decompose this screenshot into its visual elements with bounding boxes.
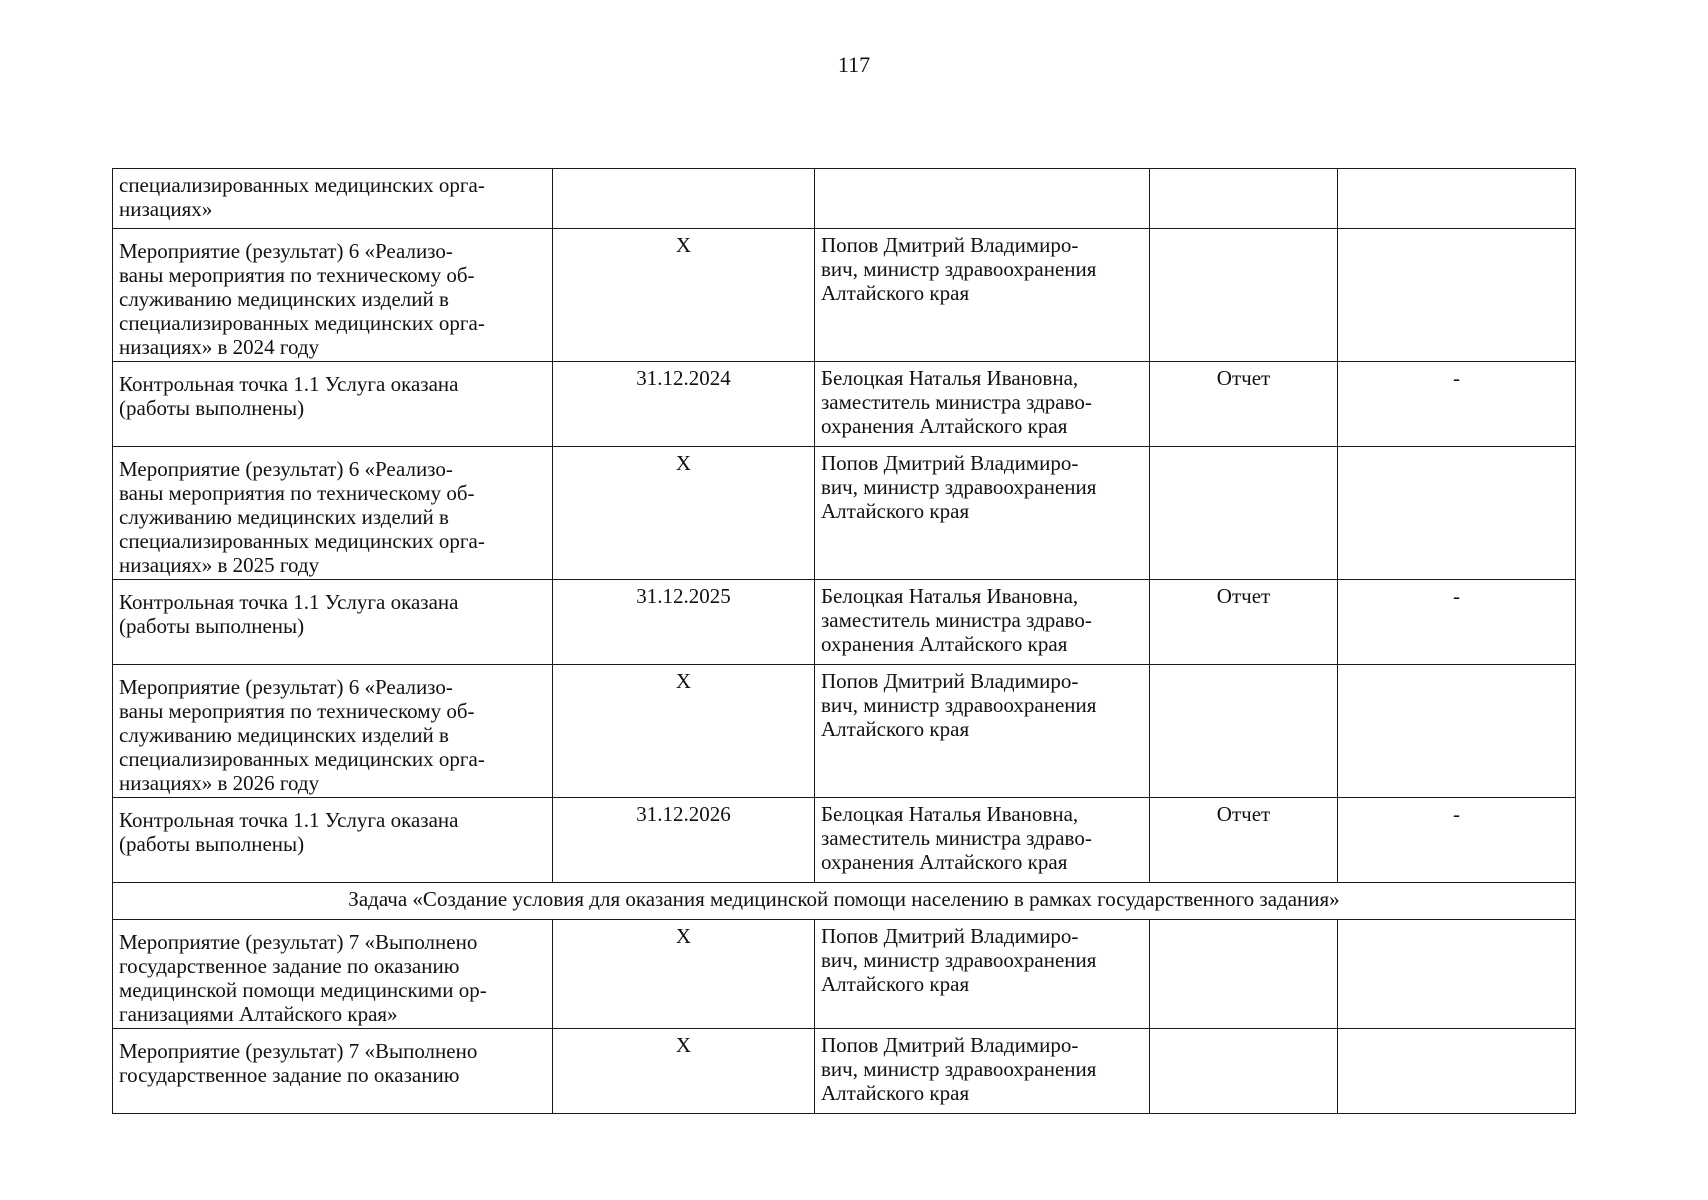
event-name-line: специализированных медицинских орга- [119, 529, 485, 553]
responsible-line: охранения Алтайского края [821, 850, 1068, 874]
cell-document: Отчет [1150, 798, 1338, 883]
event-name-line: государственное задание по оказанию [119, 1063, 460, 1087]
table-row [113, 798, 1576, 883]
event-name-line: государственное задание по оказанию [119, 954, 460, 978]
cell-date: Х [553, 447, 815, 580]
responsible-line: Попов Дмитрий Владимиро- [821, 1033, 1079, 1057]
responsible-line: заместитель министра здраво- [821, 390, 1092, 414]
event-name-line: низациях» [119, 197, 213, 221]
cell-document: Отчет [1150, 580, 1338, 665]
event-name-line: низациях» в 2026 году [119, 771, 320, 795]
responsible-line: заместитель министра здраво- [821, 826, 1092, 850]
cell-document: Отчет [1150, 362, 1338, 447]
cell-responsible [815, 580, 1150, 665]
responsible-line: охранения Алтайского края [821, 414, 1068, 438]
responsible-line: вич, министр здравоохранения [821, 1057, 1097, 1081]
cell-responsible [815, 665, 1150, 798]
cell-document [1150, 1029, 1338, 1114]
section-title: Задача «Создание условия для оказания медицинской помощи населению в рамках государственного задания» [113, 883, 1576, 920]
table-row [113, 1029, 1576, 1114]
cell-event-name [113, 169, 553, 229]
cell-document [1150, 447, 1338, 580]
plan-table [112, 168, 1576, 1114]
cell-document [1150, 169, 1338, 229]
table-row [113, 580, 1576, 665]
event-name-line: ганизациями Алтайского края» [119, 1002, 398, 1026]
event-name-line: Мероприятие (результат) 7 «Выполнено [119, 1039, 478, 1063]
event-name-line: (работы выполнены) [119, 396, 305, 420]
responsible-line: Попов Дмитрий Владимиро- [821, 451, 1079, 475]
responsible-line: Белоцкая Наталья Ивановна, [821, 802, 1079, 826]
plan-table-body [113, 169, 1576, 1114]
cell-info: - [1338, 798, 1576, 883]
cell-responsible [815, 229, 1150, 362]
cell-info [1338, 229, 1576, 362]
responsible-line: заместитель министра здраво- [821, 608, 1092, 632]
table-row [113, 362, 1576, 447]
cell-document [1150, 920, 1338, 1029]
cell-document [1150, 229, 1338, 362]
event-name-line: Мероприятие (результат) 7 «Выполнено [119, 930, 478, 954]
cell-responsible [815, 920, 1150, 1029]
event-name-line: ваны мероприятия по техническому об- [119, 263, 475, 287]
cell-event-name [113, 1029, 553, 1114]
responsible-line: охранения Алтайского края [821, 632, 1068, 656]
event-name-line: ваны мероприятия по техническому об- [119, 699, 475, 723]
event-name-line: (работы выполнены) [119, 614, 305, 638]
responsible-line: Алтайского края [821, 717, 970, 741]
event-name-line: специализированных медицинских орга- [119, 311, 485, 335]
cell-responsible [815, 1029, 1150, 1114]
event-name-line: (работы выполнены) [119, 832, 305, 856]
cell-date: Х [553, 920, 815, 1029]
cell-date: Х [553, 229, 815, 362]
cell-document [1150, 665, 1338, 798]
event-name-line: специализированных медицинских орга- [119, 173, 485, 197]
event-name-line: специализированных медицинских орга- [119, 747, 485, 771]
event-name-line: Контрольная точка 1.1 Услуга оказана [119, 590, 459, 614]
cell-info [1338, 169, 1576, 229]
event-name-line: медицинской помощи медицинскими ор- [119, 978, 487, 1002]
cell-responsible [815, 798, 1150, 883]
responsible-line: вич, министр здравоохранения [821, 693, 1097, 717]
cell-info [1338, 920, 1576, 1029]
responsible-line: Алтайского края [821, 281, 970, 305]
table-row [113, 920, 1576, 1029]
cell-date: 31.12.2024 [553, 362, 815, 447]
cell-date: Х [553, 665, 815, 798]
responsible-line: вич, министр здравоохранения [821, 475, 1097, 499]
table-row [113, 447, 1576, 580]
event-name-line: ваны мероприятия по техническому об- [119, 481, 475, 505]
cell-responsible [815, 362, 1150, 447]
responsible-line: Попов Дмитрий Владимиро- [821, 233, 1079, 257]
event-name-line: низациях» в 2024 году [119, 335, 320, 359]
responsible-line: Белоцкая Наталья Ивановна, [821, 584, 1079, 608]
section-row [113, 883, 1576, 920]
cell-info: - [1338, 580, 1576, 665]
responsible-line: Алтайского края [821, 499, 970, 523]
responsible-line: Белоцкая Наталья Ивановна, [821, 366, 1079, 390]
cell-date [553, 169, 815, 229]
cell-info [1338, 1029, 1576, 1114]
event-name-line: низациях» в 2025 году [119, 553, 320, 577]
table-row [113, 229, 1576, 362]
event-name-line: Мероприятие (результат) 6 «Реализо- [119, 457, 453, 481]
event-name-line: служиванию медицинских изделий в [119, 723, 449, 747]
cell-event-name [113, 362, 553, 447]
responsible-line: Попов Дмитрий Владимиро- [821, 924, 1079, 948]
cell-date: 31.12.2026 [553, 798, 815, 883]
responsible-line: вич, министр здравоохранения [821, 948, 1097, 972]
responsible-line: вич, министр здравоохранения [821, 257, 1097, 281]
cell-event-name [113, 229, 553, 362]
cell-responsible [815, 447, 1150, 580]
cell-info [1338, 447, 1576, 580]
event-name-line: Контрольная точка 1.1 Услуга оказана [119, 372, 459, 396]
cell-event-name [113, 665, 553, 798]
cell-info: - [1338, 362, 1576, 447]
event-name-line: Мероприятие (результат) 6 «Реализо- [119, 239, 453, 263]
cell-date: 31.12.2025 [553, 580, 815, 665]
cell-event-name [113, 580, 553, 665]
event-name-line: Контрольная точка 1.1 Услуга оказана [119, 808, 459, 832]
cell-responsible [815, 169, 1150, 229]
responsible-line: Попов Дмитрий Владимиро- [821, 669, 1079, 693]
cell-event-name [113, 920, 553, 1029]
event-name-line: Мероприятие (результат) 6 «Реализо- [119, 675, 453, 699]
table-row [113, 169, 1576, 229]
cell-info [1338, 665, 1576, 798]
event-name-line: служиванию медицинских изделий в [119, 505, 449, 529]
cell-date: Х [553, 1029, 815, 1114]
table-row [113, 665, 1576, 798]
cell-event-name [113, 798, 553, 883]
responsible-line: Алтайского края [821, 972, 970, 996]
page-number: 117 [837, 52, 871, 77]
responsible-line: Алтайского края [821, 1081, 970, 1105]
cell-event-name [113, 447, 553, 580]
event-name-line: служиванию медицинских изделий в [119, 287, 449, 311]
